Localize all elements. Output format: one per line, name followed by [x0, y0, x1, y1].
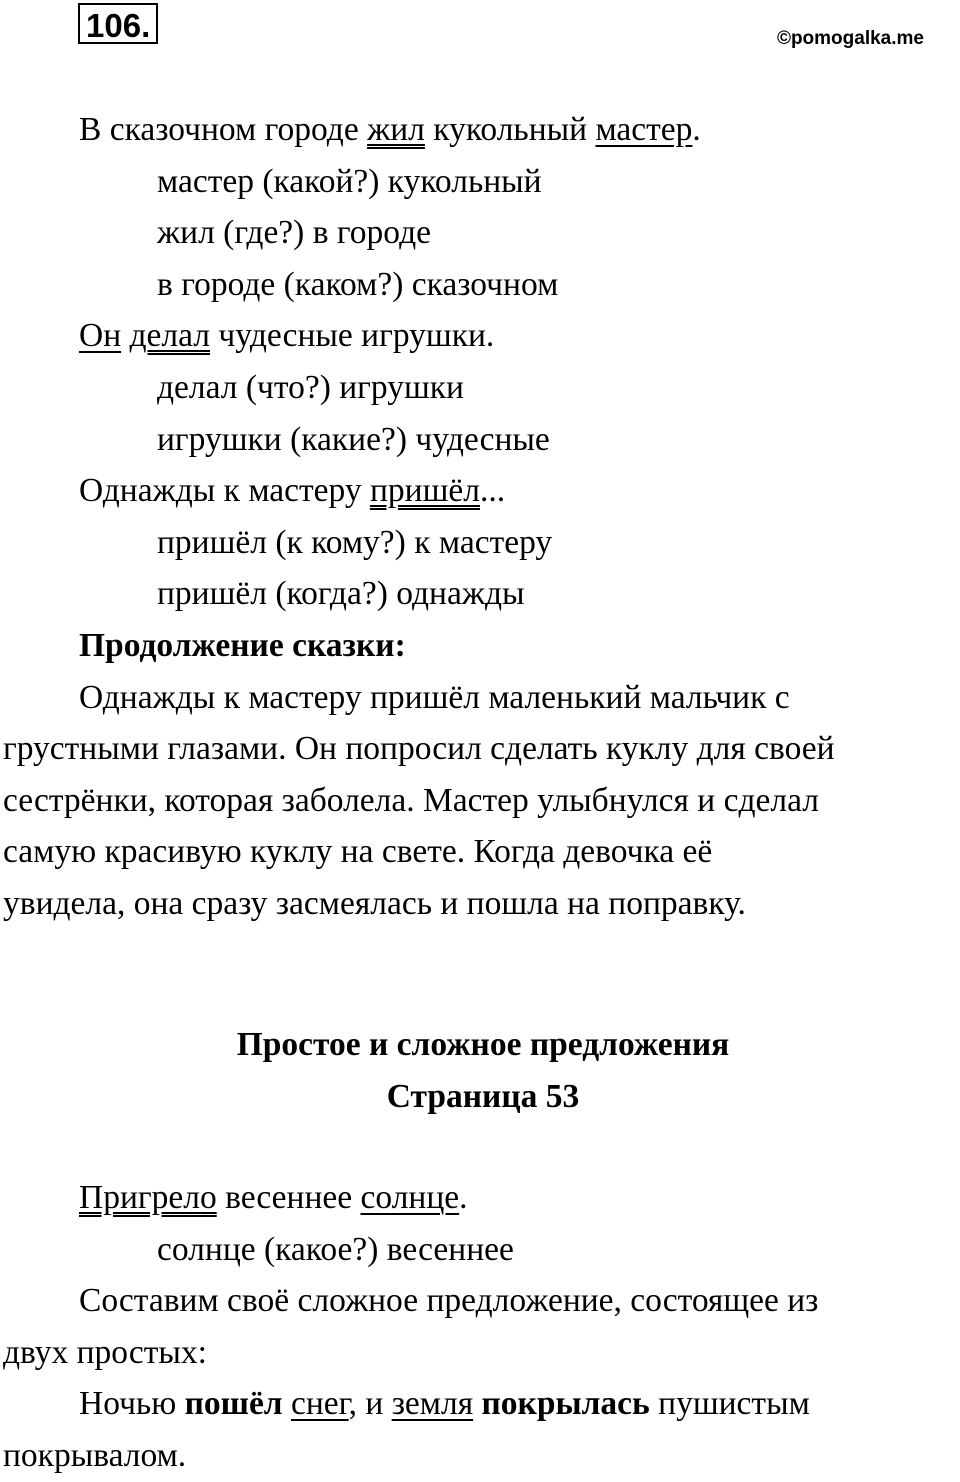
sentence-2 — [0, 310, 960, 362]
phrase-question: солнце (какое?) весеннее — [157, 1230, 514, 1268]
subject: солнце — [360, 1179, 460, 1216]
sentence-text: Ночью — [79, 1385, 185, 1423]
sentence-text — [473, 1385, 481, 1422]
phrase-question: пришёл (к кому?) к мастеру — [157, 523, 553, 561]
compose-line: Составим своё сложное предложение, состоящее из — [79, 1282, 819, 1320]
predicate: Пригрело — [79, 1179, 217, 1216]
sentence-text: весеннее — [216, 1179, 361, 1216]
sentence-text: чудесные игрушки. — [210, 317, 495, 355]
predicate-bold: покрылась — [481, 1385, 650, 1423]
phrase-question: игрушки (какие?) чудесные — [157, 420, 550, 458]
section-header — [0, 1019, 960, 1122]
section-page: Страница 53 — [386, 1077, 580, 1115]
subject: снег — [290, 1385, 349, 1423]
subject: земля — [391, 1385, 474, 1423]
sentence-text — [283, 1385, 291, 1422]
sentence-1 — [0, 104, 960, 156]
sentence-3 — [0, 465, 960, 517]
sentence-text: . — [692, 111, 701, 148]
story-line: грустными глазами. Он попросил сделать куклу для своей — [3, 730, 835, 768]
phrase-question: мастер (какой?) кукольный — [157, 162, 542, 200]
sentence-text: кукольный — [424, 111, 596, 148]
story-line: сестрёнки, которая заболела. Мастер улыбнулся и сделал — [3, 781, 819, 819]
story-line: Однажды к мастеру пришёл маленький мальчик с — [79, 678, 790, 716]
sentence-text — [121, 317, 129, 354]
sentence-text: , и — [348, 1385, 392, 1423]
story-line: увидела, она сразу засмеялась и пошла на поправку. — [3, 884, 746, 922]
phrase-question: жил (где?) в городе — [157, 214, 432, 252]
phrase-question: делал (что?) игрушки — [157, 368, 464, 406]
phrase-question: пришёл (когда?) однажды — [157, 575, 525, 613]
sentence-text: . — [459, 1179, 468, 1216]
task-number: 106 — [86, 7, 142, 44]
story-line: самую красивую куклу на свете. Когда девочка её — [3, 833, 713, 871]
task-number-box — [78, 3, 158, 44]
section-body — [0, 1172, 960, 1482]
sentence-5 — [0, 1378, 960, 1430]
predicate-bold: пошёл — [184, 1385, 283, 1423]
subject: мастер — [595, 111, 693, 148]
sentence-text: В сказочном городе — [79, 111, 368, 148]
phrase-question: в городе (каком?) сказочном — [157, 265, 559, 303]
predicate: делал — [129, 317, 211, 355]
sentence-text: пушистым — [649, 1385, 810, 1423]
subject: Он — [79, 317, 122, 355]
continuation-heading: Продолжение сказки: — [79, 626, 406, 664]
sentence-text: ... — [479, 472, 506, 510]
analysis-block — [0, 104, 960, 930]
section-title: Простое и сложное предложения — [236, 1026, 730, 1063]
predicate: жил — [367, 111, 425, 148]
sentence-5-end: покрывалом. — [3, 1436, 187, 1474]
watermark: ©pomogalka.me — [776, 28, 924, 49]
sentence-4 — [0, 1172, 960, 1224]
sentence-text: Однажды к мастеру — [79, 472, 370, 510]
compose-line: двух простых: — [3, 1333, 207, 1371]
task-number-dot: . — [141, 7, 151, 44]
predicate: пришёл — [369, 472, 480, 510]
